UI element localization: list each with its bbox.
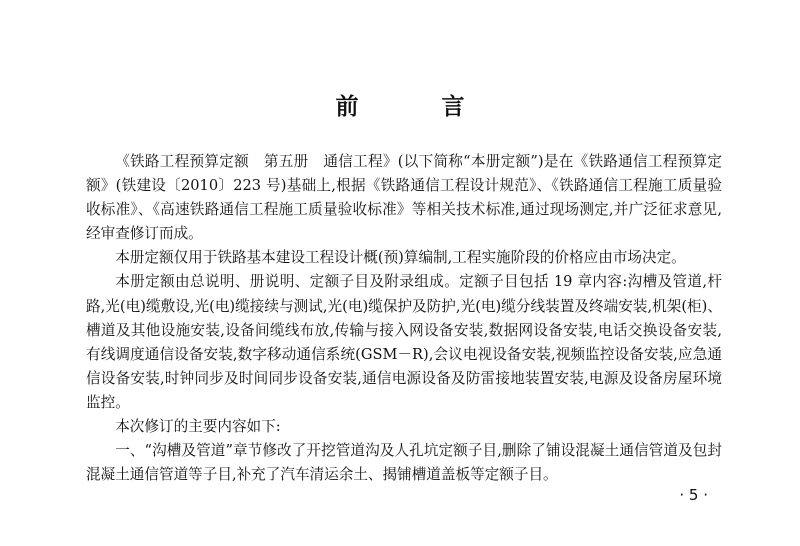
body-text bbox=[86, 150, 722, 487]
paragraph-revision-intro: 本次修订的主要内容如下: bbox=[115, 418, 281, 436]
paragraph-intro: 《铁路工程预算定额 第五册 通信工程》(以下简称“本册定额”)是在《铁路通信工程预算定额》(铁建设〔2010〕223 号)基础上,根据《铁路通信工程设计规范》、《铁路通信工程施工质量验收标准》、《高速铁路通信工程施工质量验收标准》等相关技术标准,通过现场测定,并广泛征求意见,经审查修订而成。 bbox=[86, 153, 722, 243]
page-number: · 5 · bbox=[679, 486, 708, 504]
page-title: 前 言 bbox=[335, 93, 495, 120]
paragraph-composition: 本册定额由总说明、册说明、定额子目及附录组成。定额子目包括 19 章内容:沟槽及管道,杆路,光(电)缆敷设,光(电)缆接续与测试,光(电)缆保护及防护,光(电)缆分线装置及终端安装,机架(柜)、槽道及其他设施安装,设备间缆线布放,传输与接入网设备安装,数据网设备安装,电话交换设备安装,有线调度通信设备安装,数字移动通信系统(GSM－R),会议电视设备安装,视频监控设备安装,应急通信设备安装,时钟同步及时间同步设备安装,通信电源设备及防雷接地装置安装,电源及设备房屋环境监控。 bbox=[86, 273, 722, 411]
paragraph-scope: 本册定额仅用于铁路基本建设工程设计概(预)算编制,工程实施阶段的价格应由市场决定。 bbox=[115, 249, 686, 267]
paragraph-revision-item-1: 一、“沟槽及管道”章节修改了开挖管道沟及人孔坑定额子目,删除了铺设混凝土通信管道及包封混凝土通信管道等子目,补充了汽车清运余土、揭铺槽道盖板等定额子目。 bbox=[86, 442, 722, 484]
